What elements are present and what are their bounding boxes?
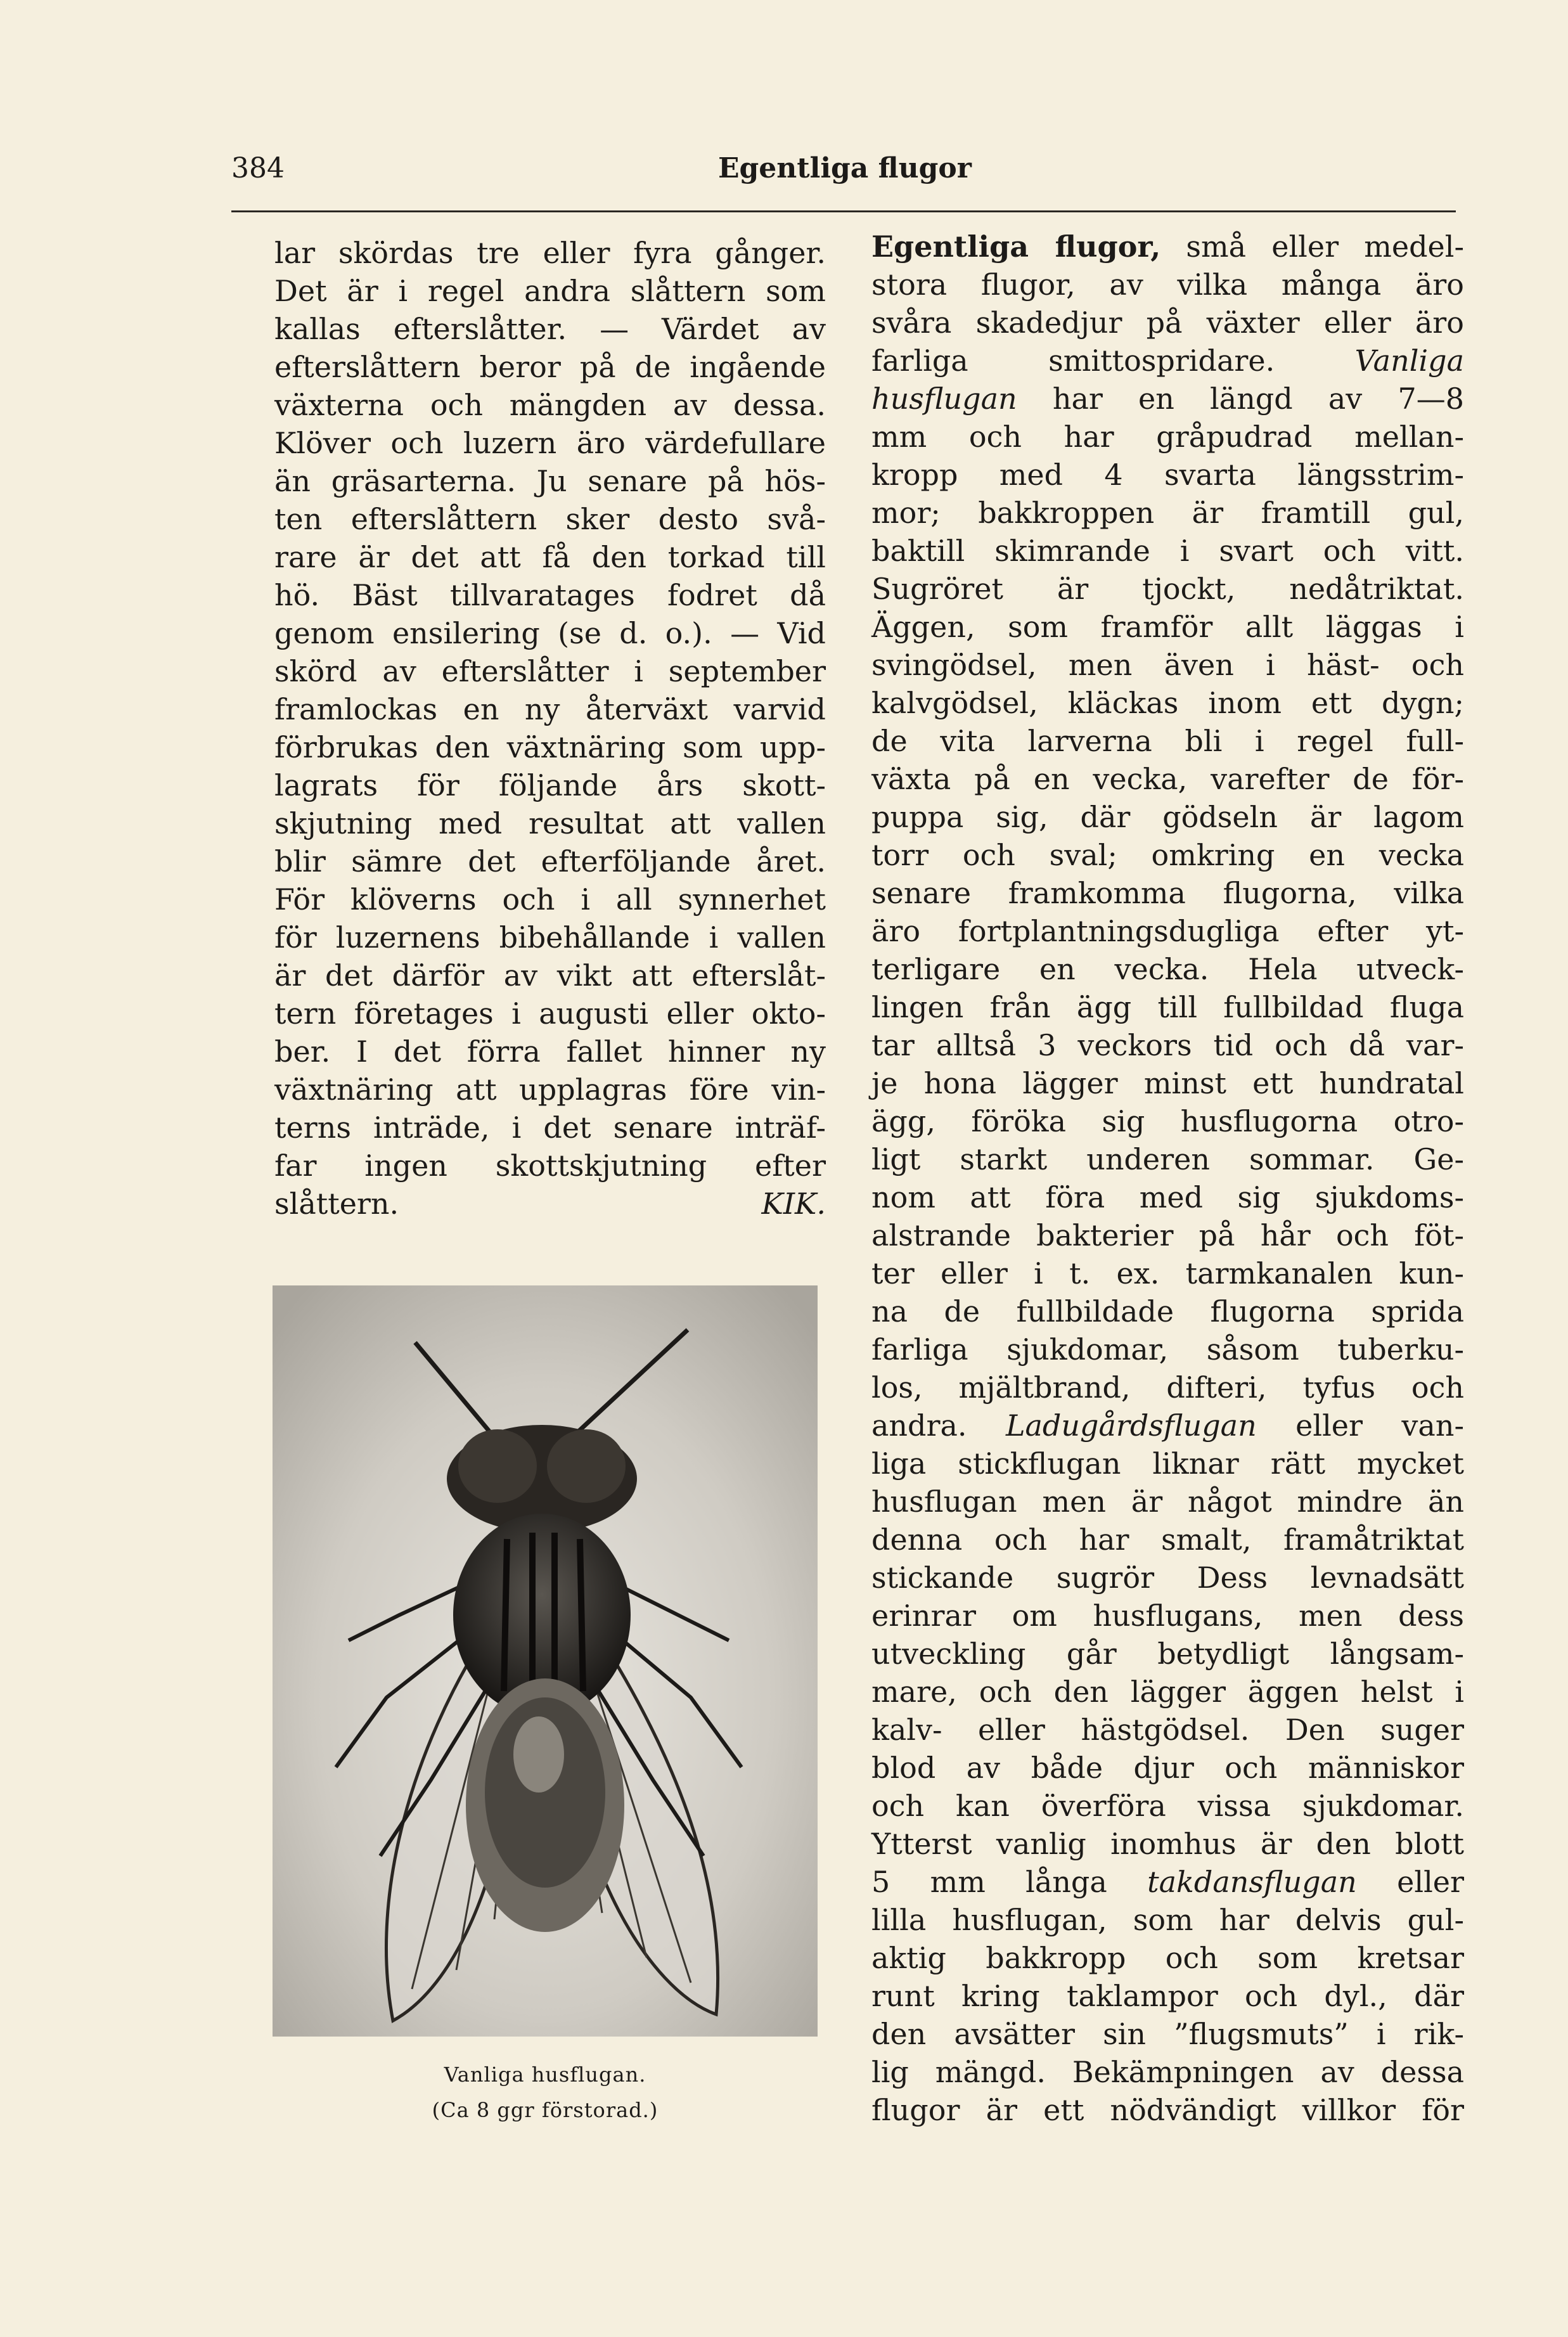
text-line: kalv- eller hästgödsel. Den suger	[871, 1713, 1464, 1747]
text-line: na de fullbildade flugorna sprida	[871, 1294, 1464, 1329]
text-line: runt kring taklampor och dyl., där	[871, 1979, 1464, 2013]
term-takdansflugan: takdansflugan	[1147, 1865, 1357, 1899]
text-line: förbrukas den växtnäring som upp-	[274, 730, 826, 764]
text-line: Klöver och luzern äro värdefullare	[274, 426, 826, 460]
text-line: Ytterst vanlig inomhus är den blott	[871, 1827, 1464, 1861]
text-line: kallas efterslåtter. — Värdet av	[274, 312, 826, 346]
text-line: farliga smittospridare. Vanliga	[871, 344, 1464, 378]
text-line: erinrar om husflugans, men dess	[871, 1599, 1464, 1633]
text-line: Det är i regel andra slåttern som	[274, 274, 826, 308]
text-line: torr och sval; omkring en vecka	[871, 838, 1464, 872]
text-line: efterslåttern beror på de ingående	[274, 350, 826, 384]
text-line: kalvgödsel, kläckas inom ett dygn;	[871, 686, 1464, 720]
text-line: skörd av efterslåtter i september	[274, 654, 826, 688]
term-husflugan: husflugan	[871, 382, 1017, 416]
fly-photograph	[273, 1285, 818, 2037]
text-line: mm och har gråpudrad mellan-	[871, 420, 1464, 454]
text-line: ten efterslåttern sker desto svå-	[274, 502, 826, 536]
text-line: Sugröret är tjockt, nedåtriktat.	[871, 572, 1464, 606]
text-line: stora flugor, av vilka många äro	[871, 267, 1464, 302]
text-line: stickande sugrör Dess levnadsätt	[871, 1561, 1464, 1595]
text-line: kropp med 4 svarta längsstrim-	[871, 458, 1464, 492]
text-line: mor; bakkroppen är framtill gul,	[871, 496, 1464, 530]
term-vanliga: Vanliga	[1354, 344, 1464, 378]
text-line: ber. I det förra fallet hinner ny	[274, 1034, 826, 1069]
text-line: andra. Ladugårdsflugan eller van-	[871, 1408, 1464, 1443]
text-line: husflugan men är något mindre än	[871, 1484, 1464, 1519]
text-line: puppa sig, där gödseln är lagom	[871, 800, 1464, 834]
text-line: skjutning med resultat att vallen	[274, 806, 826, 840]
text-line: liga stickflugan liknar rätt mycket	[871, 1446, 1464, 1481]
left-column	[274, 234, 826, 1223]
left-column-lines	[274, 234, 826, 1185]
text-line: baktill skimrande i svart och vitt.	[871, 534, 1464, 568]
text-line: växta på en vecka, varefter de för-	[871, 762, 1464, 796]
text-line: je hona lägger minst ett hundratal	[871, 1066, 1464, 1100]
text-line: växterna och mängden av dessa.	[274, 388, 826, 422]
text-line: 5 mm långa takdansflugan eller	[871, 1865, 1464, 1899]
text-line: aktig bakkropp och som kretsar	[871, 1941, 1464, 1975]
text-line: flugor är ett nödvändigt villkor för	[871, 2093, 1464, 2127]
text-line: är det därför av vikt att efterslåt-	[274, 958, 826, 993]
text-line: denna och har smalt, framåtriktat	[871, 1523, 1464, 1557]
running-title: Egentliga flugor	[718, 152, 972, 184]
text-line: de vita larverna bli i regel full-	[871, 724, 1464, 758]
text-line: för luzernens bibehållande i vallen	[274, 920, 826, 955]
header-rule	[231, 210, 1456, 212]
last-line-text: slåttern.	[274, 1187, 399, 1221]
page-header	[231, 152, 1458, 190]
text-line: blir sämre det efterföljande året.	[274, 844, 826, 879]
text-line: hö. Bäst tillvaratages fodret då	[274, 578, 826, 612]
text-line: terns inträde, i det senare inträf-	[274, 1111, 826, 1145]
term-ladugardsflugan: Ladugårdsflugan	[1005, 1408, 1257, 1443]
text-line: lagrats för följande års skott-	[274, 768, 826, 802]
fly-illustration	[273, 1285, 818, 2037]
text-line: svingödsel, men även i häst- och	[871, 648, 1464, 682]
text-line: Äggen, som framför allt läggas i	[871, 610, 1464, 644]
text-line: blod av både djur och människor	[871, 1751, 1464, 1785]
text-line: svåra skadedjur på växter eller äro	[871, 306, 1464, 340]
text-line: utveckling går betydligt långsam-	[871, 1637, 1464, 1671]
text-line: För klöverns och i all synnerhet	[274, 882, 826, 917]
author-signature: KIK.	[761, 1187, 826, 1221]
text-line: ägg, föröka sig husflugorna otro-	[871, 1104, 1464, 1138]
right-column	[871, 228, 1464, 2129]
text-line: äro fortplantningsdugliga efter yt-	[871, 914, 1464, 948]
text-line: genom ensilering (se d. o.). — Vid	[274, 616, 826, 650]
entry-headword: Egentliga flugor,	[871, 229, 1161, 264]
text-line: lig mängd. Bekämpningen av dessa	[871, 2055, 1464, 2089]
text-line: nom att föra med sig sjukdoms-	[871, 1180, 1464, 1214]
text-line: far ingen skottskjutning efter	[274, 1149, 826, 1183]
left-last-line	[274, 1185, 826, 1223]
text-line: ter eller i t. ex. tarmkanalen kun-	[871, 1256, 1464, 1291]
text-line: lilla husflugan, som har delvis gul-	[871, 1903, 1464, 1937]
text-line: ligt starkt underen sommar. Ge-	[871, 1142, 1464, 1176]
text-line: Egentliga flugor, små eller medel-	[871, 229, 1464, 264]
text-line: och kan överföra vissa sjukdomar.	[871, 1789, 1464, 1823]
page-number: 384	[231, 152, 285, 184]
text-line: tar alltså 3 veckors tid och då var-	[871, 1028, 1464, 1062]
text-line: terligare en vecka. Hela utveck-	[871, 952, 1464, 986]
text-line: den avsätter sin ”flugsmuts” i rik-	[871, 2017, 1464, 2051]
figure-caption-magnification: (Ca 8 ggr förstorad.)	[432, 2098, 659, 2122]
text-line: alstrande bakterier på hår och föt-	[871, 1218, 1464, 1252]
text-line: växtnäring att upplagras före vin-	[274, 1072, 826, 1107]
text-line: lingen från ägg till fullbildad fluga	[871, 990, 1464, 1024]
text-line: los, mjältbrand, difteri, tyfus och	[871, 1370, 1464, 1405]
text-line: senare framkomma flugorna, vilka	[871, 876, 1464, 910]
text-line: än gräsarterna. Ju senare på hös-	[274, 464, 826, 498]
text-line: mare, och den lägger äggen helst i	[871, 1675, 1464, 1709]
text-line: husflugan har en längd av 7—8	[871, 382, 1464, 416]
figure-caption: Vanliga husflugan.	[444, 2063, 646, 2087]
text-line: tern företages i augusti eller okto-	[274, 996, 826, 1031]
text-line: rare är det att få den torkad till	[274, 540, 826, 574]
text-line: farliga sjukdomar, såsom tuberku-	[871, 1332, 1464, 1367]
text-line: framlockas en ny återväxt varvid	[274, 692, 826, 726]
text-line: lar skördas tre eller fyra gånger.	[274, 236, 826, 270]
